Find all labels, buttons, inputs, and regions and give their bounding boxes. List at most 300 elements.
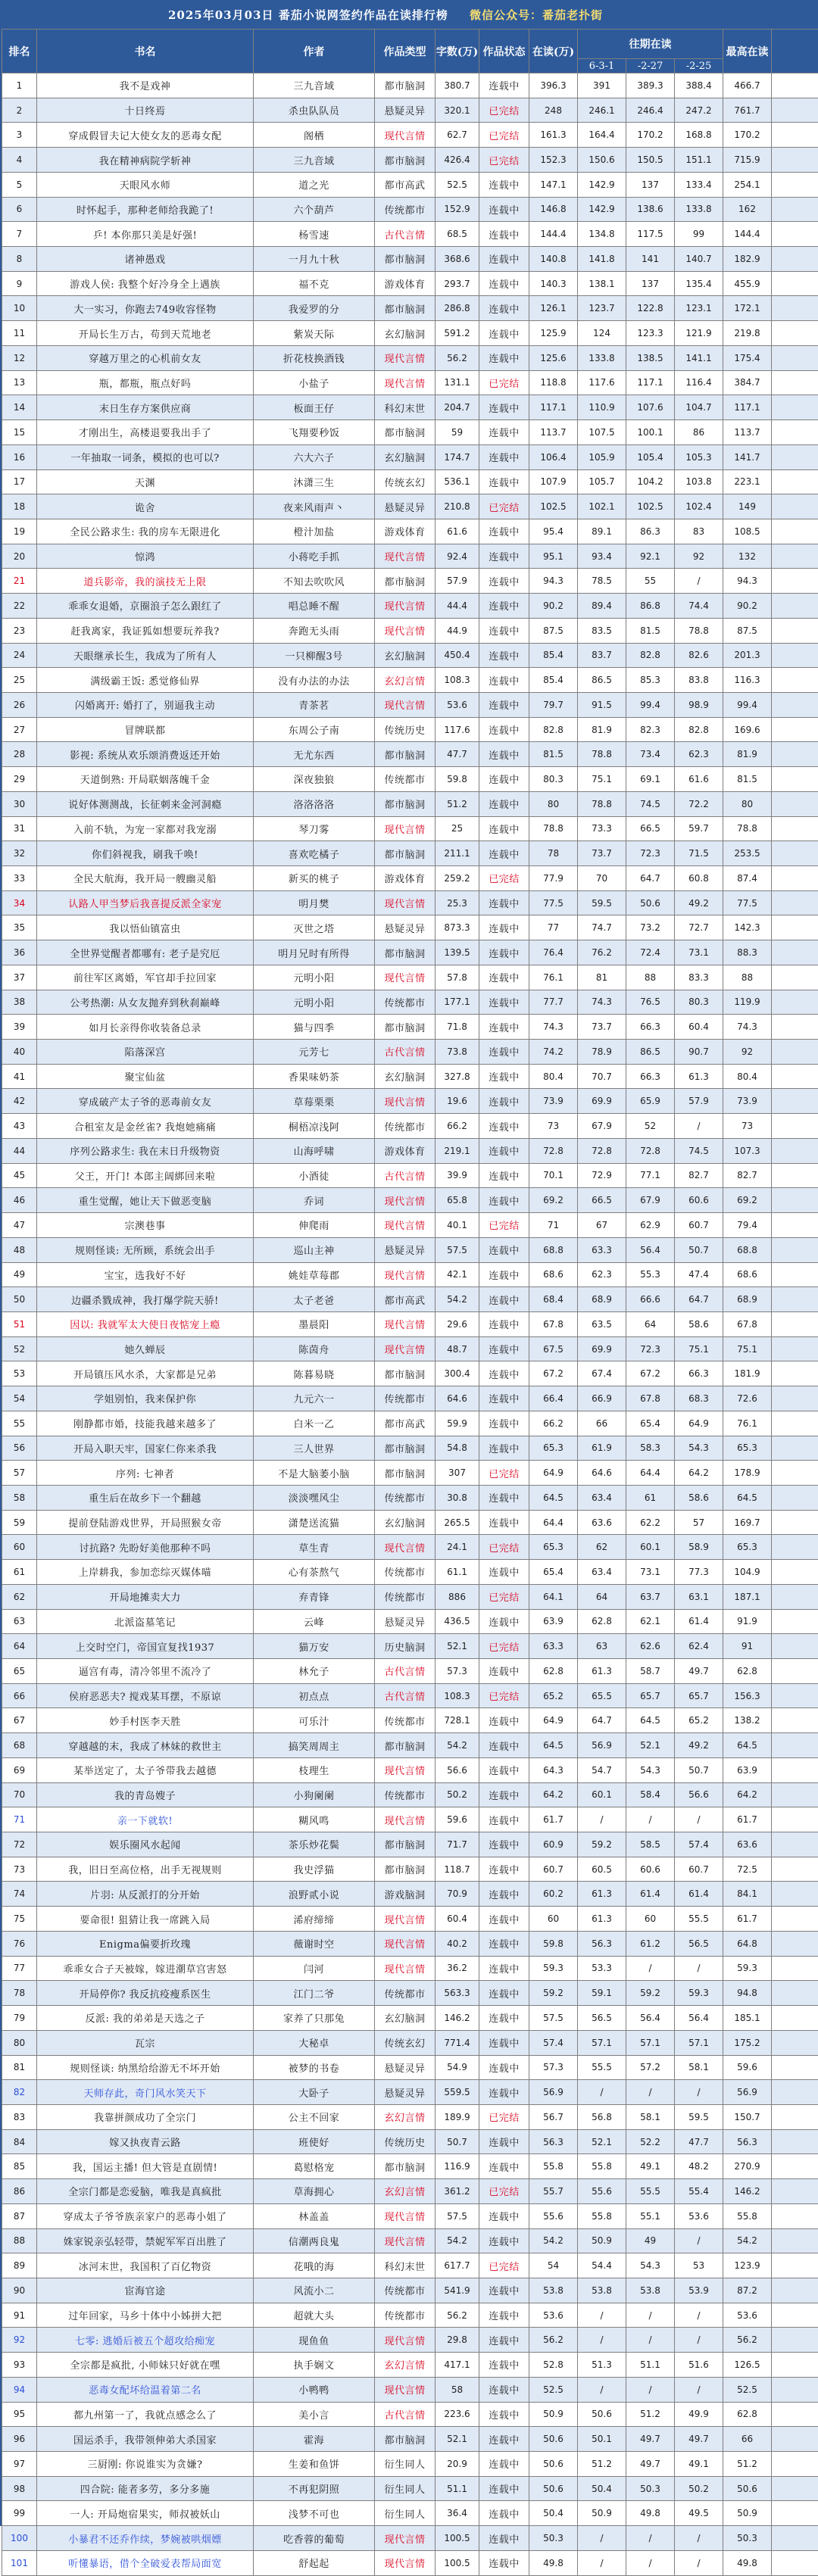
cell-p3: 47.4: [675, 1262, 723, 1287]
cell-p1: 52.1: [578, 2129, 626, 2154]
cell-max: 254.1: [723, 172, 772, 197]
cell-book: 时怀起手，那种老师给我跪了!: [37, 197, 254, 222]
cell-book: 十日终焉: [37, 98, 254, 123]
cell-words: 210.8: [436, 494, 479, 519]
cell-status: 连载中: [479, 222, 529, 247]
cell-spacer: [772, 1956, 818, 1981]
cell-p1: 133.8: [578, 345, 626, 370]
cell-rank: 63: [2, 1609, 37, 1634]
cell-max: 175.2: [723, 2030, 772, 2055]
cell-p3: /: [675, 2328, 723, 2353]
cell-reading: 396.3: [529, 73, 578, 98]
cell-p2: 99.4: [626, 692, 675, 717]
cell-status: 连载中: [479, 841, 529, 866]
cell-max: 61.7: [723, 1907, 772, 1932]
table-row: [2, 2055, 818, 2080]
cell-type: 传统历史: [375, 2129, 436, 2154]
cell-words: 541.9: [436, 2278, 479, 2303]
cell-p2: 102.5: [626, 494, 675, 519]
cell-max: 113.7: [723, 420, 772, 445]
cell-status: 连载中: [479, 1163, 529, 1188]
cell-book: 穿越万里之的心机前女友: [37, 345, 254, 370]
cell-words: 30.8: [436, 1485, 479, 1510]
cell-p3: 49.2: [675, 890, 723, 915]
cell-max: 270.9: [723, 2154, 772, 2179]
cell-rank: 54: [2, 1386, 37, 1411]
cell-max: 72.6: [723, 1386, 772, 1411]
cell-type: 都市脑洞: [375, 1857, 436, 1882]
cell-author: 糊风鸣: [254, 1807, 375, 1832]
cell-rank: 15: [2, 420, 37, 445]
cell-author: 不知去吹吹风: [254, 569, 375, 594]
cell-p2: 137: [626, 271, 675, 296]
cell-spacer: [772, 271, 818, 296]
table-row: [2, 1634, 818, 1659]
cell-p1: /: [578, 2328, 626, 2353]
cell-spacer: [772, 123, 818, 148]
cell-book: 我不是戏神: [37, 73, 254, 98]
cell-reading: 63.9: [529, 1609, 578, 1634]
cell-type: 现代言情: [375, 1757, 436, 1782]
cell-rank: 14: [2, 395, 37, 420]
cell-author: 浅梦不可也: [254, 2501, 375, 2526]
cell-author: 林允子: [254, 1659, 375, 1684]
cell-p3: /: [675, 2303, 723, 2328]
cell-words: 65.8: [436, 1188, 479, 1213]
cell-spacer: [772, 98, 818, 123]
cell-p2: 246.4: [626, 98, 675, 123]
cell-spacer: [772, 1336, 818, 1361]
cell-author: 元芳七: [254, 1040, 375, 1065]
cell-reading: 80: [529, 791, 578, 816]
cell-p1: 55.6: [578, 2179, 626, 2204]
cell-spacer: [772, 1510, 818, 1535]
cell-spacer: [772, 1683, 818, 1708]
cell-book: 学姐别怕，我来保护你: [37, 1386, 254, 1411]
cell-spacer: [772, 1857, 818, 1882]
cell-book: 大一实习，你跑去749收容怪物: [37, 296, 254, 321]
cell-words: 36.2: [436, 1956, 479, 1981]
cell-spacer: [772, 1015, 818, 1040]
cell-rank: 71: [2, 1807, 37, 1832]
table-row: [2, 420, 818, 445]
cell-words: 54.2: [436, 1733, 479, 1758]
cell-words: 36.4: [436, 2501, 479, 2526]
cell-rank: 38: [2, 990, 37, 1015]
cell-p3: 71.5: [675, 841, 723, 866]
cell-words: 307: [436, 1461, 479, 1486]
cell-status: 连载中: [479, 519, 529, 544]
ranking-table: [2, 29, 818, 2576]
cell-max: 170.2: [723, 123, 772, 148]
table-row: [2, 692, 818, 717]
cell-p3: 74.4: [675, 594, 723, 619]
cell-author: 江门二爷: [254, 1981, 375, 2006]
cell-reading: 68.8: [529, 1237, 578, 1262]
cell-p2: 73.4: [626, 742, 675, 767]
cell-book: 冰河末世，我国积了百亿物资: [37, 2253, 254, 2278]
cell-max: 84.1: [723, 1882, 772, 1907]
cell-author: 吃香蓉的葡萄: [254, 2526, 375, 2551]
cell-p1: 142.9: [578, 197, 626, 222]
cell-p2: 65.4: [626, 1411, 675, 1436]
cell-p1: 66.5: [578, 1188, 626, 1213]
cell-reading: 78: [529, 841, 578, 866]
cell-author: 执手娴文: [254, 2353, 375, 2378]
cell-max: 144.4: [723, 222, 772, 247]
table-row: [2, 1560, 818, 1585]
cell-max: 73.9: [723, 1089, 772, 1114]
cell-type: 都市脑洞: [375, 1436, 436, 1461]
cell-p3: 54.3: [675, 1436, 723, 1461]
cell-book: 边疆杀戮成神，我打爆学院天骄!: [37, 1287, 254, 1312]
cell-status: 连载中: [479, 1485, 529, 1510]
table-row: [2, 1535, 818, 1560]
cell-status: 连载中: [479, 692, 529, 717]
cell-rank: 31: [2, 816, 37, 841]
table-row: [2, 1089, 818, 1114]
cell-type: 都市脑洞: [375, 1832, 436, 1857]
cell-reading: 125.6: [529, 345, 578, 370]
cell-status: 连载中: [479, 965, 529, 990]
cell-p3: 55.4: [675, 2179, 723, 2204]
cell-type: 传统都市: [375, 767, 436, 792]
table-row: [2, 990, 818, 1015]
cell-p2: 60.6: [626, 1857, 675, 1882]
cell-rank: 6: [2, 197, 37, 222]
cell-type: 都市脑洞: [375, 791, 436, 816]
cell-spacer: [772, 692, 818, 717]
cell-book: 你们斜视我，刷我千唤!: [37, 841, 254, 866]
page-title: 2025年03月03日 番茄小说网签约作品在读排行榜: [168, 2, 448, 29]
cell-words: 327.8: [436, 1064, 479, 1089]
cell-status: 连载中: [479, 1882, 529, 1907]
cell-p2: 61: [626, 1485, 675, 1510]
cell-author: 花哦的海: [254, 2253, 375, 2278]
cell-type: 都市脑洞: [375, 296, 436, 321]
cell-spacer: [772, 1907, 818, 1932]
cell-type: 悬疑灵异: [375, 915, 436, 940]
cell-max: 172.1: [723, 296, 772, 321]
cell-rank: 18: [2, 494, 37, 519]
cell-rank: 64: [2, 1634, 37, 1659]
table-row: [2, 271, 818, 296]
header-max: 最高在读: [723, 30, 772, 73]
cell-words: 50.2: [436, 1782, 479, 1807]
cell-max: 87.4: [723, 866, 772, 891]
cell-p2: 69.1: [626, 767, 675, 792]
cell-spacer: [772, 2452, 818, 2477]
cell-book: 提前登陆游戏世界，开局照猴女帝: [37, 1510, 254, 1535]
cell-words: 146.2: [436, 2006, 479, 2031]
cell-p1: 55.8: [578, 2203, 626, 2228]
cell-type: 都市脑洞: [375, 247, 436, 272]
cell-author: 折花枝换酒钱: [254, 345, 375, 370]
cell-p3: 53.9: [675, 2278, 723, 2303]
cell-p1: 63.4: [578, 1485, 626, 1510]
table-row: [2, 1733, 818, 1758]
cell-reading: 55.6: [529, 2203, 578, 2228]
cell-reading: 66.2: [529, 1411, 578, 1436]
cell-rank: 10: [2, 296, 37, 321]
cell-rank: 87: [2, 2203, 37, 2228]
cell-status: 已完结: [479, 123, 529, 148]
header-past-date-3: -2-25: [675, 59, 723, 73]
cell-reading: 64.4: [529, 1510, 578, 1535]
table-row: [2, 2278, 818, 2303]
cell-p3: 61.4: [675, 1882, 723, 1907]
cell-author: 风流小二: [254, 2278, 375, 2303]
cell-p1: /: [578, 2550, 626, 2575]
cell-p1: 107.5: [578, 420, 626, 445]
cell-author: 墨晨阳: [254, 1311, 375, 1336]
cell-status: 连载中: [479, 890, 529, 915]
cell-book: 片羽: 从反派打的分开始: [37, 1882, 254, 1907]
cell-spacer: [772, 469, 818, 494]
cell-author: 元明小阳: [254, 990, 375, 1015]
cell-rank: 40: [2, 1040, 37, 1065]
cell-rank: 21: [2, 569, 37, 594]
cell-author: 伸爬雨: [254, 1213, 375, 1238]
cell-p3: 50.7: [675, 1757, 723, 1782]
cell-p2: 61.2: [626, 1931, 675, 1956]
cell-p3: /: [675, 2550, 723, 2575]
cell-words: 73.8: [436, 1040, 479, 1065]
cell-type: 传统都市: [375, 1485, 436, 1510]
cell-words: 61.6: [436, 519, 479, 544]
cell-p1: 70: [578, 866, 626, 891]
cell-reading: 102.5: [529, 494, 578, 519]
cell-author: 一只柳醒3号: [254, 643, 375, 668]
cell-p3: 73.1: [675, 940, 723, 965]
cell-status: 连载中: [479, 2030, 529, 2055]
cell-words: 56.2: [436, 2303, 479, 2328]
cell-max: 73: [723, 1114, 772, 1139]
cell-p1: 50.6: [578, 2402, 626, 2427]
cell-author: 云峰: [254, 1609, 375, 1634]
cell-words: 617.7: [436, 2253, 479, 2278]
cell-max: 219.8: [723, 321, 772, 346]
cell-book: 诡舍: [37, 494, 254, 519]
cell-words: 57.8: [436, 965, 479, 990]
cell-p3: 53: [675, 2253, 723, 2278]
cell-rank: 66: [2, 1683, 37, 1708]
cell-book: 某举送定了，太子爷带我去越德: [37, 1757, 254, 1782]
cell-spacer: [772, 717, 818, 742]
cell-reading: 94.3: [529, 569, 578, 594]
cell-reading: 65.4: [529, 1560, 578, 1585]
cell-words: 19.6: [436, 1089, 479, 1114]
cell-max: 63.6: [723, 1832, 772, 1857]
cell-p1: 53.8: [578, 2278, 626, 2303]
cell-status: 连载中: [479, 2353, 529, 2378]
header-book: 书名: [37, 30, 254, 73]
cell-reading: 140.3: [529, 271, 578, 296]
table-row: [2, 1188, 818, 1213]
cell-p1: 91.5: [578, 692, 626, 717]
table-row: [2, 1931, 818, 1956]
cell-p2: 53.8: [626, 2278, 675, 2303]
cell-p2: 64.4: [626, 1461, 675, 1486]
table-row: [2, 1436, 818, 1461]
cell-spacer: [772, 1659, 818, 1684]
cell-p2: 122.8: [626, 296, 675, 321]
cell-reading: 57.4: [529, 2030, 578, 2055]
cell-p1: 56.3: [578, 1931, 626, 1956]
cell-words: 56.6: [436, 1757, 479, 1782]
cell-words: 211.1: [436, 841, 479, 866]
cell-author: 草海拥心: [254, 2179, 375, 2204]
cell-spacer: [772, 1882, 818, 1907]
cell-type: 都市脑洞: [375, 420, 436, 445]
cell-max: 64.2: [723, 1782, 772, 1807]
cell-status: 连载中: [479, 2129, 529, 2154]
cell-max: 91.9: [723, 1609, 772, 1634]
cell-spacer: [772, 742, 818, 767]
cell-spacer: [772, 1188, 818, 1213]
cell-spacer: [772, 791, 818, 816]
cell-author: 陈茵舟: [254, 1336, 375, 1361]
cell-p1: 67.9: [578, 1114, 626, 1139]
cell-words: 61.1: [436, 1560, 479, 1585]
cell-words: 48.7: [436, 1336, 479, 1361]
cell-p3: 60.4: [675, 1015, 723, 1040]
cell-p2: 60: [626, 1907, 675, 1932]
cell-reading: 53.6: [529, 2303, 578, 2328]
cell-p2: 82.3: [626, 717, 675, 742]
cell-reading: 78.8: [529, 816, 578, 841]
cell-p3: 102.4: [675, 494, 723, 519]
cell-rank: 24: [2, 643, 37, 668]
cell-reading: 76.1: [529, 965, 578, 990]
cell-p1: 78.9: [578, 1040, 626, 1065]
cell-p3: 61.6: [675, 767, 723, 792]
cell-book: 四合院: 能者多劳，多分多施: [37, 2476, 254, 2501]
cell-words: 71.8: [436, 1015, 479, 1040]
cell-book: 要命很! 狙猜让我一席跳入局: [37, 1907, 254, 1932]
cell-book: 公考热潮: 从女友抛弃到秋刹巅峰: [37, 990, 254, 1015]
cell-words: 771.4: [436, 2030, 479, 2055]
cell-max: 185.1: [723, 2006, 772, 2031]
cell-p2: 49.8: [626, 2501, 675, 2526]
cell-book: 我在精神病院学斩神: [37, 148, 254, 173]
cell-max: 50.3: [723, 2526, 772, 2551]
cell-p2: 63.7: [626, 1584, 675, 1609]
cell-p2: 85.3: [626, 668, 675, 693]
cell-status: 已完结: [479, 494, 529, 519]
cell-type: 衍生同人: [375, 2476, 436, 2501]
cell-rank: 7: [2, 222, 37, 247]
table-row: [2, 1064, 818, 1089]
cell-p2: 123.3: [626, 321, 675, 346]
cell-status: 连载中: [479, 2402, 529, 2427]
cell-status: 连载中: [479, 1089, 529, 1114]
cell-author: 浪野贰小说: [254, 1882, 375, 1907]
table-row: [2, 1163, 818, 1188]
cell-p3: 63.1: [675, 1584, 723, 1609]
cell-rank: 85: [2, 2154, 37, 2179]
cell-p3: 58.6: [675, 1311, 723, 1336]
cell-p1: 81: [578, 965, 626, 990]
cell-status: 连载中: [479, 73, 529, 98]
cell-p2: /: [626, 1807, 675, 1832]
cell-status: 连载中: [479, 767, 529, 792]
cell-max: 223.1: [723, 469, 772, 494]
cell-p1: 246.1: [578, 98, 626, 123]
table-row: [2, 247, 818, 272]
cell-max: 63.9: [723, 1757, 772, 1782]
cell-spacer: [772, 915, 818, 940]
cell-book: 天渊: [37, 469, 254, 494]
cell-spacer: [772, 1461, 818, 1486]
cell-author: 小狗阑阑: [254, 1782, 375, 1807]
cell-reading: 67.5: [529, 1336, 578, 1361]
cell-type: 悬疑灵异: [375, 1609, 436, 1634]
cell-author: 小酒徒: [254, 1163, 375, 1188]
cell-p2: 57.1: [626, 2030, 675, 2055]
cell-type: 现代言情: [375, 594, 436, 619]
cell-reading: 74.2: [529, 1040, 578, 1065]
cell-p1: 72.8: [578, 1138, 626, 1163]
cell-reading: 50.6: [529, 2427, 578, 2452]
cell-words: 139.5: [436, 940, 479, 965]
cell-author: 青茶茗: [254, 692, 375, 717]
cell-book: 都九州第一了，我就点感念么了: [37, 2402, 254, 2427]
cell-words: 57.5: [436, 2203, 479, 2228]
cell-max: 64.5: [723, 1733, 772, 1758]
cell-reading: 85.4: [529, 643, 578, 668]
cell-words: 54.2: [436, 2228, 479, 2253]
table-row: [2, 2179, 818, 2204]
cell-spacer: [772, 767, 818, 792]
cell-book: 全宗门都是恋爱脑，唯我是真疯批: [37, 2179, 254, 2204]
cell-spacer: [772, 321, 818, 346]
cell-status: 连载中: [479, 1436, 529, 1461]
cell-status: 连载中: [479, 1311, 529, 1336]
cell-p1: 73.3: [578, 816, 626, 841]
cell-p2: 67.9: [626, 1188, 675, 1213]
cell-max: 80: [723, 791, 772, 816]
table-row: [2, 2030, 818, 2055]
cell-author: 霍海: [254, 2427, 375, 2452]
cell-spacer: [772, 2253, 818, 2278]
cell-spacer: [772, 1311, 818, 1336]
cell-book: 道兵影帝，我的演技无上限: [37, 569, 254, 594]
table-row: [2, 296, 818, 321]
cell-rank: 95: [2, 2402, 37, 2427]
cell-p1: 102.1: [578, 494, 626, 519]
cell-type: 传统都市: [375, 1386, 436, 1411]
cell-status: 连载中: [479, 2228, 529, 2253]
cell-book: 末日生存方案供应商: [37, 395, 254, 420]
cell-type: 现代言情: [375, 1931, 436, 1956]
cell-status: 已完结: [479, 2104, 529, 2129]
table-row: [2, 2550, 818, 2575]
cell-max: 50.9: [723, 2501, 772, 2526]
cell-status: 连载中: [479, 296, 529, 321]
cell-words: 25.3: [436, 890, 479, 915]
cell-book: 聚宝仙盆: [37, 1064, 254, 1089]
table-row: [2, 544, 818, 569]
cell-p2: 49.7: [626, 2452, 675, 2477]
cell-book: 我的青岛嫂子: [37, 1782, 254, 1807]
cell-max: 52.5: [723, 2377, 772, 2402]
cell-spacer: [772, 2476, 818, 2501]
cell-rank: 8: [2, 247, 37, 272]
table-row: [2, 1907, 818, 1932]
cell-author: 新买的桃子: [254, 866, 375, 891]
cell-book: 讨抗路? 先盼好美他那种不吗: [37, 1535, 254, 1560]
